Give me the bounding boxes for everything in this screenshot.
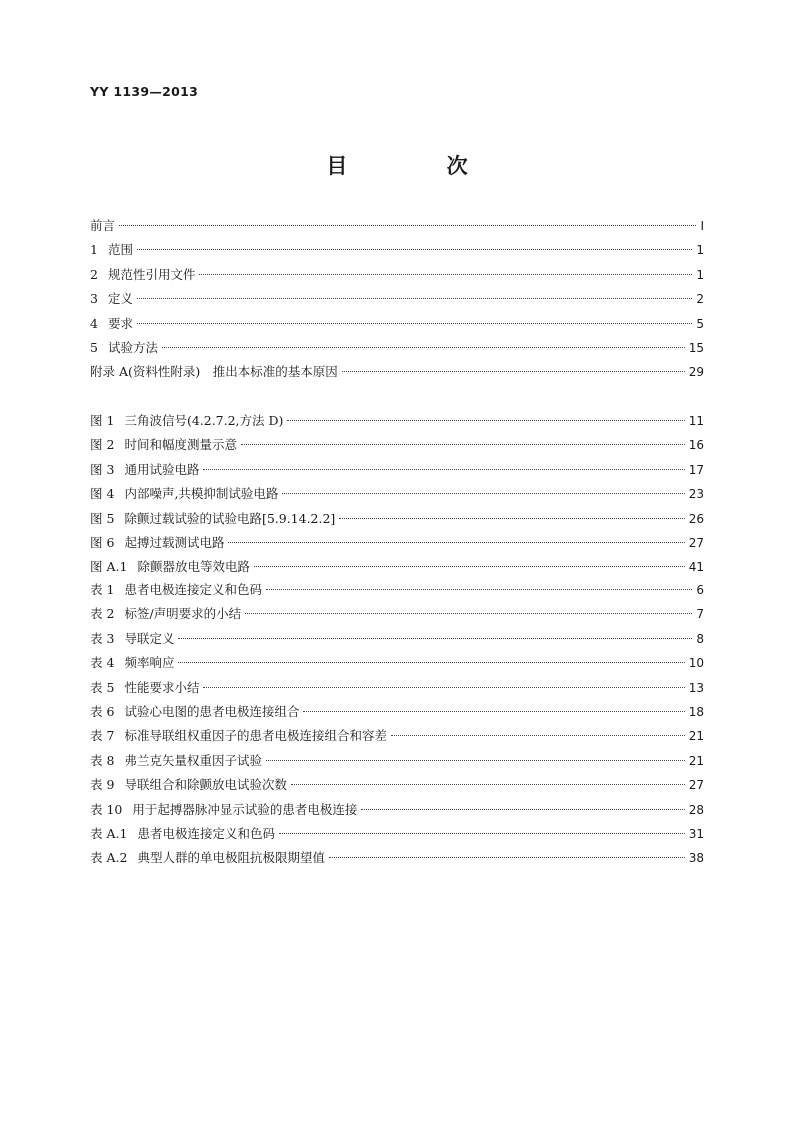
toc-entry-title: 要求 bbox=[107, 315, 133, 331]
toc-entry-number: 图 5 bbox=[90, 510, 115, 526]
toc-entry-page: 29 bbox=[688, 365, 704, 380]
toc-dot-leader bbox=[178, 662, 684, 663]
toc-entry[interactable] bbox=[90, 482, 704, 506]
toc-entry-number: 表 10 bbox=[90, 801, 123, 817]
toc-entry-number: 图 A.1 bbox=[90, 559, 128, 575]
toc-entry-page: 21 bbox=[688, 753, 704, 768]
toc-entry-number: 表 5 bbox=[90, 679, 115, 695]
toc-entry-title: 除颤过载试验的试验电路[5.9.14.2.2] bbox=[124, 510, 336, 526]
toc-entry[interactable] bbox=[90, 360, 704, 384]
toc-entry-title: 规范性引用文件 bbox=[107, 266, 196, 282]
toc-dot-leader bbox=[279, 833, 685, 834]
toc-entry-title: (资料性附录) 推出本标准的基本原因 bbox=[128, 364, 338, 380]
toc-entry-title: 性能要求小结 bbox=[124, 679, 200, 695]
toc-entry-title: 试验方法 bbox=[107, 339, 158, 355]
toc-entry[interactable] bbox=[90, 798, 704, 822]
toc-dot-leader bbox=[391, 735, 685, 736]
toc-entry-page: 10 bbox=[688, 656, 704, 671]
toc-entry[interactable] bbox=[90, 336, 704, 360]
toc-entry[interactable] bbox=[90, 651, 704, 675]
toc-entry-page: 28 bbox=[688, 802, 704, 817]
toc-entry-page: 41 bbox=[688, 560, 704, 575]
toc-entry-number: 表 8 bbox=[90, 752, 115, 768]
toc-entry-page: 21 bbox=[688, 729, 704, 744]
toc-entry-title: 内部噪声,共模抑制试验电路 bbox=[124, 486, 279, 502]
toc-entry-title: 除颤器放电等效电路 bbox=[137, 559, 250, 575]
toc-entry-number: 5 bbox=[90, 339, 98, 355]
toc-dot-leader bbox=[199, 274, 692, 275]
toc-entry-page: 5 bbox=[696, 316, 704, 331]
toc-entry-number: 表 A.1 bbox=[90, 825, 128, 841]
toc-entry-page: 13 bbox=[688, 680, 704, 695]
toc-dot-leader bbox=[178, 638, 692, 639]
toc-entry-page: 7 bbox=[696, 607, 704, 622]
toc-entry-number: 1 bbox=[90, 242, 98, 258]
toc-entry-number: 2 bbox=[90, 266, 98, 282]
toc-entry[interactable] bbox=[90, 433, 704, 457]
toc-entry-page: 15 bbox=[688, 340, 704, 355]
toc-entry[interactable] bbox=[90, 846, 704, 870]
toc-entry[interactable] bbox=[90, 458, 704, 482]
toc-entry[interactable] bbox=[90, 822, 704, 846]
toc-entry-page: 27 bbox=[688, 535, 704, 550]
toc-entry-number: 前言 bbox=[90, 218, 116, 233]
toc-dot-leader bbox=[339, 518, 684, 519]
toc-entry-title: 起搏过载测试电路 bbox=[124, 534, 225, 550]
toc-entry-page: 26 bbox=[688, 511, 704, 526]
toc-dot-leader bbox=[203, 469, 684, 470]
toc-entry[interactable] bbox=[90, 627, 704, 651]
toc-dot-leader bbox=[329, 857, 685, 858]
toc-dot-leader bbox=[137, 298, 692, 299]
toc-dot-leader bbox=[361, 809, 684, 810]
toc-entry-number: 表 1 bbox=[90, 582, 115, 597]
toc-entry-title: 频率响应 bbox=[124, 655, 175, 671]
toc-dot-leader bbox=[282, 493, 684, 494]
toc-entry[interactable] bbox=[90, 287, 704, 311]
toc-dot-leader bbox=[241, 444, 685, 445]
toc-dot-leader bbox=[266, 760, 685, 761]
toc-dot-leader bbox=[254, 566, 685, 567]
toc-entry[interactable] bbox=[90, 238, 704, 262]
toc-entry-page: 11 bbox=[688, 414, 704, 428]
toc-entry-page: 8 bbox=[696, 631, 704, 646]
toc-dot-leader bbox=[245, 613, 692, 614]
toc-entry[interactable] bbox=[90, 409, 704, 433]
toc-entry-page: Ⅰ bbox=[700, 219, 704, 233]
toc-entry-page: 23 bbox=[688, 487, 704, 502]
toc-dot-leader bbox=[303, 711, 684, 712]
toc-entry-title: 用于起搏器脉冲显示试验的患者电极连接 bbox=[132, 801, 358, 817]
toc-dot-leader bbox=[137, 323, 692, 324]
toc-dot-leader bbox=[291, 784, 685, 785]
toc-entry-page: 31 bbox=[688, 826, 704, 841]
toc-entry-page: 1 bbox=[696, 243, 704, 258]
toc-entry-title: 导联组合和除颤放电试验次数 bbox=[124, 777, 287, 793]
toc-entry-page: 27 bbox=[688, 778, 704, 793]
toc-entry-title: 标准导联组权重因子的患者电极连接组合和容差 bbox=[124, 728, 387, 744]
toc-entry-page: 2 bbox=[696, 292, 704, 307]
toc-entry-title: 弗兰克矢量权重因子试验 bbox=[124, 752, 262, 768]
toc-entry[interactable] bbox=[90, 773, 704, 797]
toc-dot-leader bbox=[228, 542, 684, 543]
toc-dot-leader bbox=[162, 347, 685, 348]
toc-entry-page: 18 bbox=[688, 704, 704, 719]
toc-entry-number: 3 bbox=[90, 291, 98, 307]
toc-entry-page: 16 bbox=[688, 438, 704, 453]
toc-entry-page: 6 bbox=[696, 583, 704, 597]
toc-entry-title: 典型人群的单电极阻抗极限期望值 bbox=[137, 850, 325, 866]
toc-entry-number: 图 1 bbox=[90, 413, 115, 428]
toc-entry-number: 表 2 bbox=[90, 606, 115, 622]
toc-sections bbox=[90, 214, 704, 385]
toc-dot-leader bbox=[203, 687, 684, 688]
toc-entry-page: 38 bbox=[688, 851, 704, 866]
toc-entry-number: 表 7 bbox=[90, 728, 115, 744]
toc-entry[interactable] bbox=[90, 555, 704, 579]
toc-entry[interactable] bbox=[90, 578, 704, 602]
toc-entry-page: 1 bbox=[696, 267, 704, 282]
toc-entry-title: 时间和幅度测量示意 bbox=[124, 437, 237, 453]
toc-entry-title: 导联定义 bbox=[124, 630, 175, 646]
toc-entry-title: 患者电极连接定义和色码 bbox=[137, 825, 275, 841]
toc-dot-leader bbox=[119, 225, 696, 226]
toc-dot-leader bbox=[342, 371, 685, 372]
toc-entry[interactable] bbox=[90, 263, 704, 287]
toc-entry-number: 图 6 bbox=[90, 534, 115, 550]
toc-dot-leader bbox=[266, 589, 692, 590]
toc-entry[interactable] bbox=[90, 312, 704, 336]
toc-entry-number: 表 A.2 bbox=[90, 850, 128, 866]
toc-entry-title: 范围 bbox=[107, 242, 133, 258]
toc-entry[interactable] bbox=[90, 700, 704, 724]
toc-entry-number: 4 bbox=[90, 315, 98, 331]
toc-entry[interactable] bbox=[90, 749, 704, 773]
toc-dot-leader bbox=[287, 420, 684, 421]
toc-tables bbox=[90, 578, 704, 871]
toc-entry[interactable] bbox=[90, 676, 704, 700]
toc-entry-number: 表 6 bbox=[90, 703, 115, 719]
toc-entry-title: 定义 bbox=[107, 291, 133, 307]
toc-entry[interactable] bbox=[90, 531, 704, 555]
toc-entry-number: 图 3 bbox=[90, 461, 115, 477]
page-title: 目 次 bbox=[326, 154, 514, 178]
toc-entry-page: 17 bbox=[688, 462, 704, 477]
toc-entry-title: 通用试验电路 bbox=[124, 461, 200, 477]
toc-entry[interactable] bbox=[90, 214, 704, 238]
toc-entry-number: 表 9 bbox=[90, 777, 115, 793]
toc-entry[interactable] bbox=[90, 602, 704, 626]
toc-dot-leader bbox=[137, 249, 692, 250]
toc-entry-number: 图 4 bbox=[90, 486, 115, 502]
toc-entry[interactable] bbox=[90, 507, 704, 531]
toc-entry-number: 表 4 bbox=[90, 655, 115, 671]
toc-entry-number: 附录 A bbox=[90, 364, 129, 380]
toc-entry-number: 表 3 bbox=[90, 630, 115, 646]
toc-entry-title: 标签/声明要求的小结 bbox=[124, 606, 242, 622]
toc-figures bbox=[90, 409, 704, 580]
toc-entry-title: 试验心电图的患者电极连接组合 bbox=[124, 703, 300, 719]
toc-entry-number: 图 2 bbox=[90, 437, 115, 453]
standard-code: YY 1139—2013 bbox=[90, 84, 199, 99]
toc-entry-title: 患者电极连接定义和色码 bbox=[124, 582, 262, 597]
toc-entry-title: 三角波信号(4.2.7.2,方法 D) bbox=[124, 413, 284, 428]
toc-entry[interactable] bbox=[90, 724, 704, 748]
